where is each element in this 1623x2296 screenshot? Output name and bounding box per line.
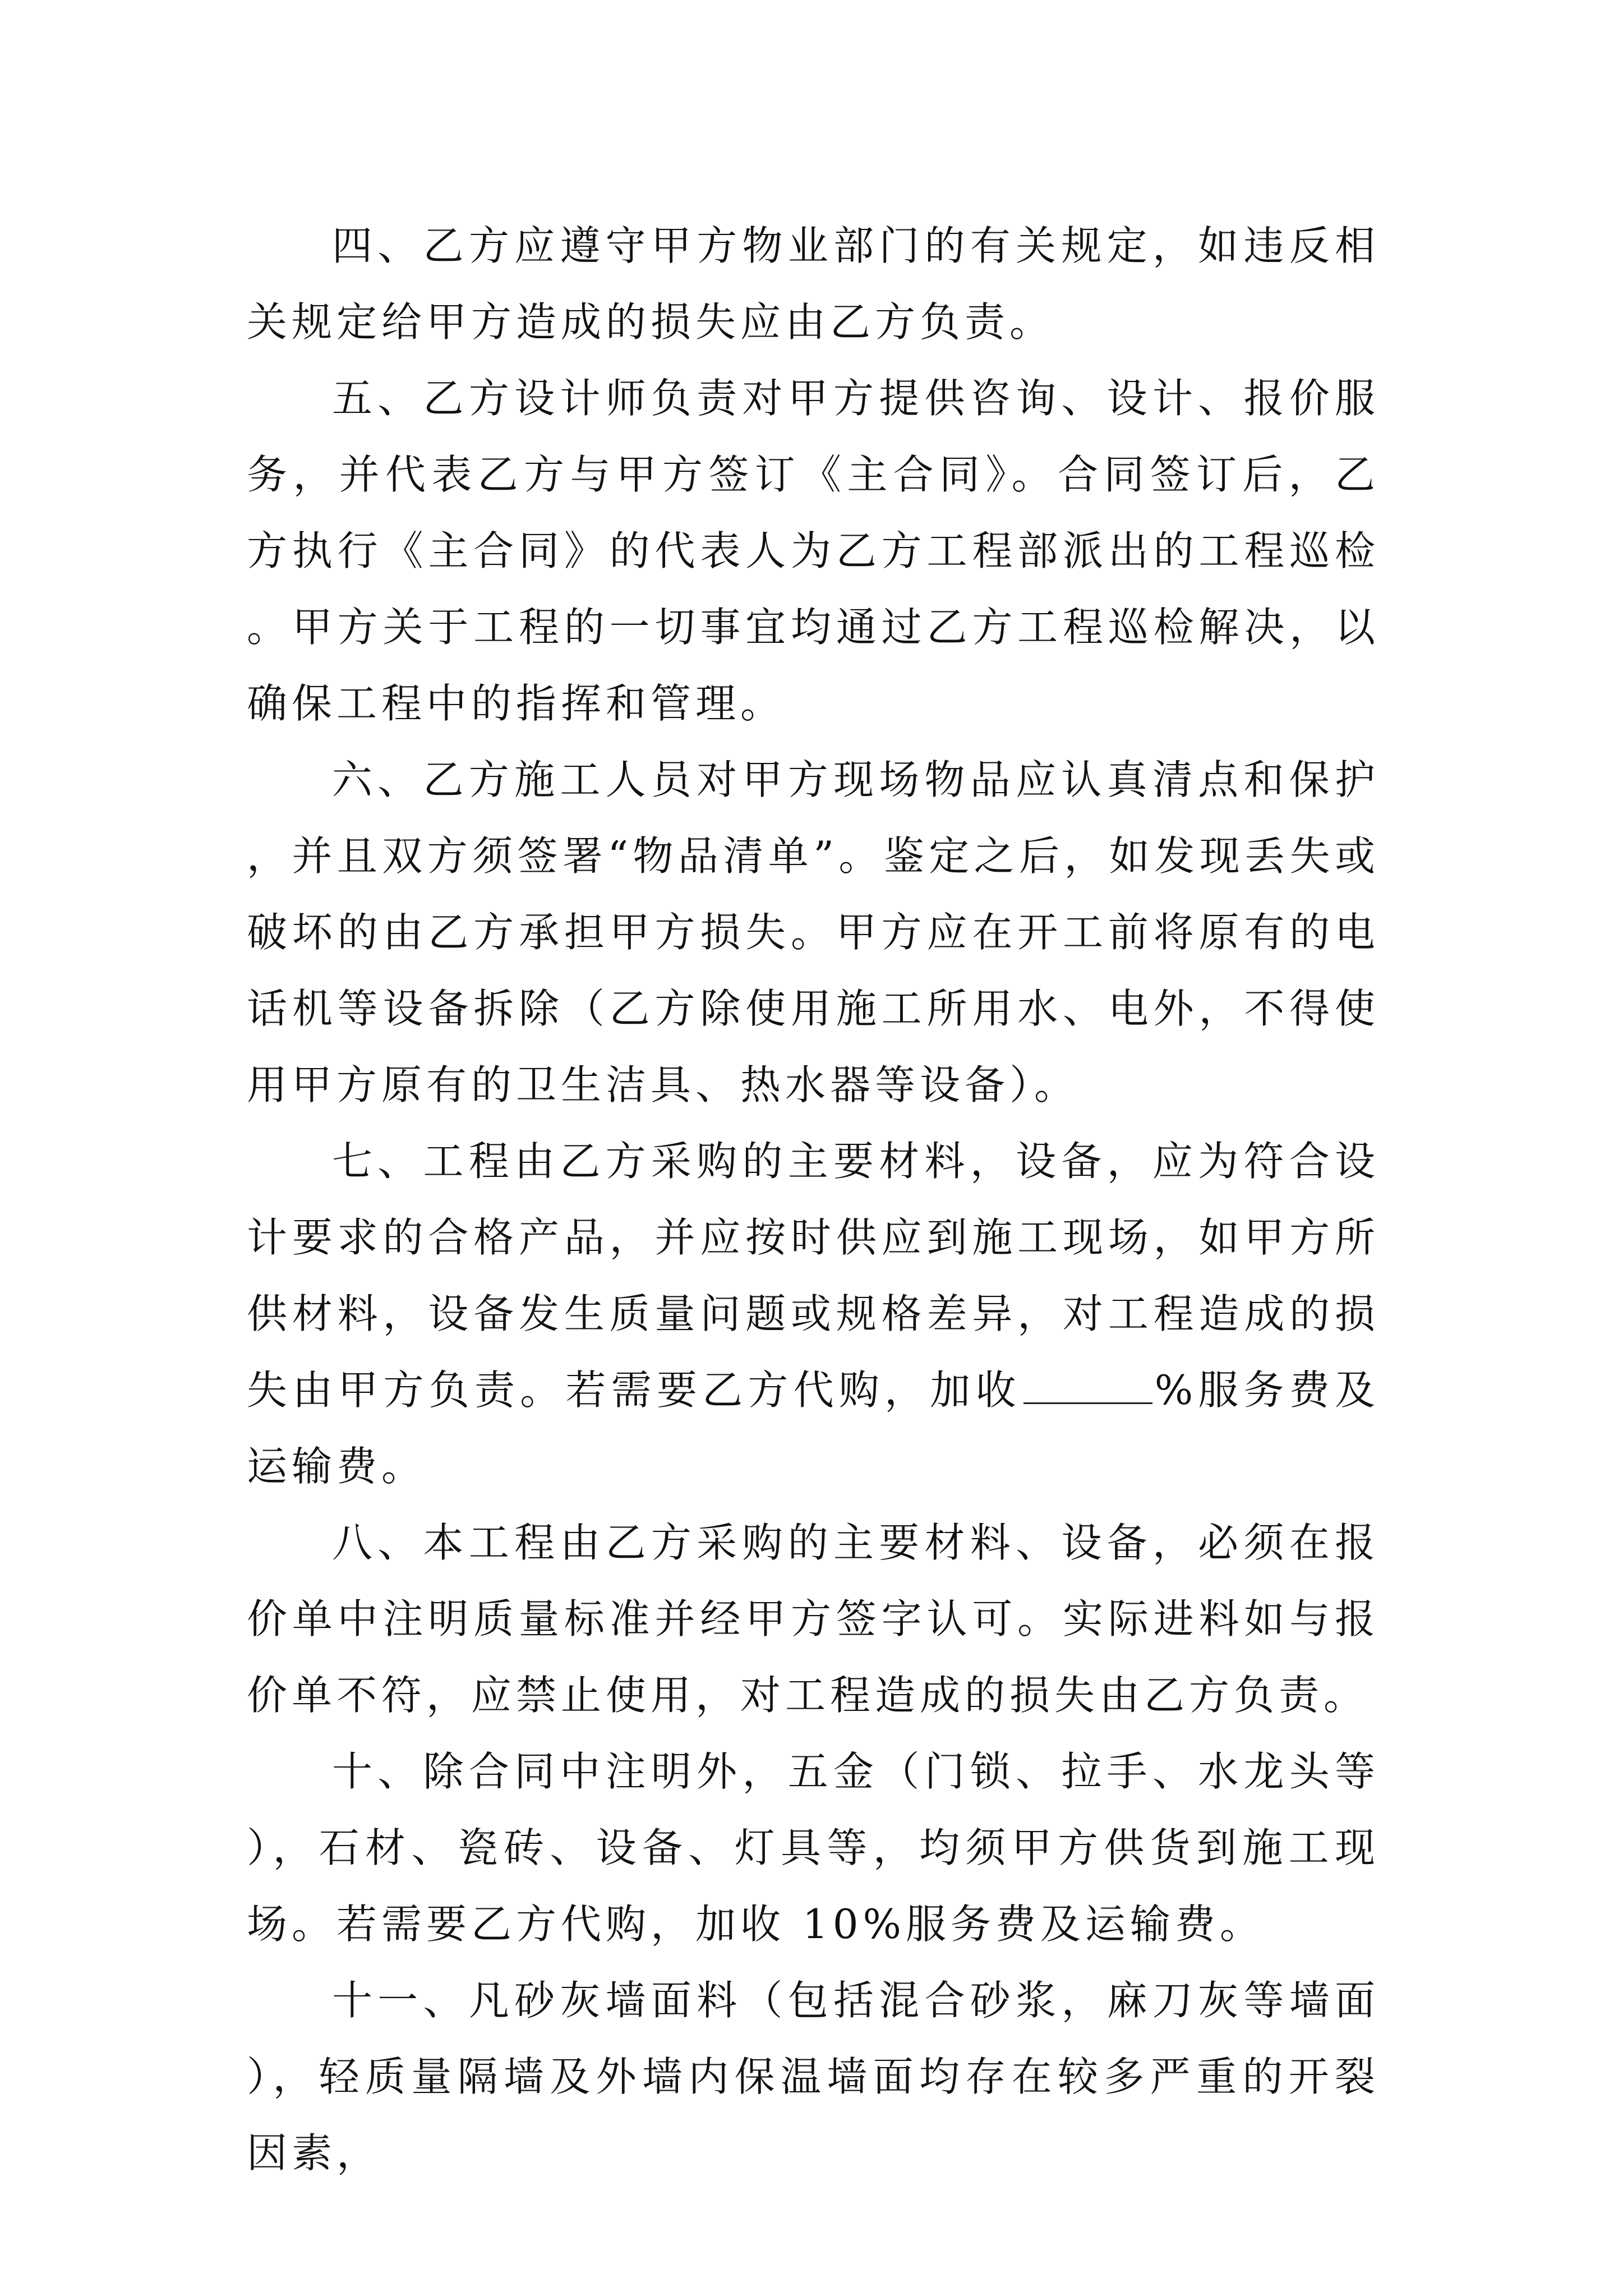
clause-6-paragraph: 六、乙方施工人员对甲方现场物品应认真清点和保护，并且双方须签署“物品清单”。鉴定之后，如发现丢失或破坏的由乙方承担甲方损失。甲方应在开工前将原有的电话机等设备拆除（乙方除使用施工所用水、电外，不得使用甲方原有的卫生洁具、热水器等设备）。: [247, 756, 1380, 1108]
clause-8-paragraph: 八、本工程由乙方采购的主要材料、设备，必须在报价单中注明质量标准并经甲方签字认可。实际进料如与报价单不符，应禁止使用，对工程造成的损失由乙方负责。: [247, 1519, 1380, 1719]
clause-7-text-after-blank: %服务费及运输费。: [247, 1366, 1380, 1490]
clause-7-text-before-blank: 七、工程由乙方采购的主要材料，设备，应为符合设计要求的合格产品，并应按时供应到施工现场，如甲方所供材料，设备发生质量问题或规格差异，对工程造成的损失由甲方负责。若需要乙方代购，加收: [247, 1138, 1380, 1414]
clause-4-paragraph: 四、乙方应遵守甲方物业部门的有关规定，如违反相关规定给甲方造成的损失应由乙方负责。: [247, 222, 1380, 346]
clause-11-paragraph: 十一、凡砂灰墙面料（包括混合砂浆，麻刀灰等墙面），轻质量隔墙及外墙内保温墙面均存在较多严重的开裂因素，: [247, 1977, 1380, 2177]
clause-7-paragraph: [247, 1123, 1380, 1504]
fill-in-blank-percentage: [1023, 1369, 1152, 1404]
clause-10-paragraph: 十、除合同中注明外，五金（门锁、拉手、水龙头等），石材、瓷砖、设备、灯具等，均须甲方供货到施工现场。若需要乙方代购，加收 10%服务费及运输费。: [247, 1748, 1380, 1948]
contract-body: [247, 208, 1380, 2191]
clause-5-paragraph: 五、乙方设计师负责对甲方提供咨询、设计、报价服务，并代表乙方与甲方签订《主合同》。合同签订后，乙方执行《主合同》的代表人为乙方工程部派出的工程巡检。甲方关于工程的一切事宜均通过乙方工程巡检解决，以确保工程中的指挥和管理。: [247, 375, 1380, 727]
